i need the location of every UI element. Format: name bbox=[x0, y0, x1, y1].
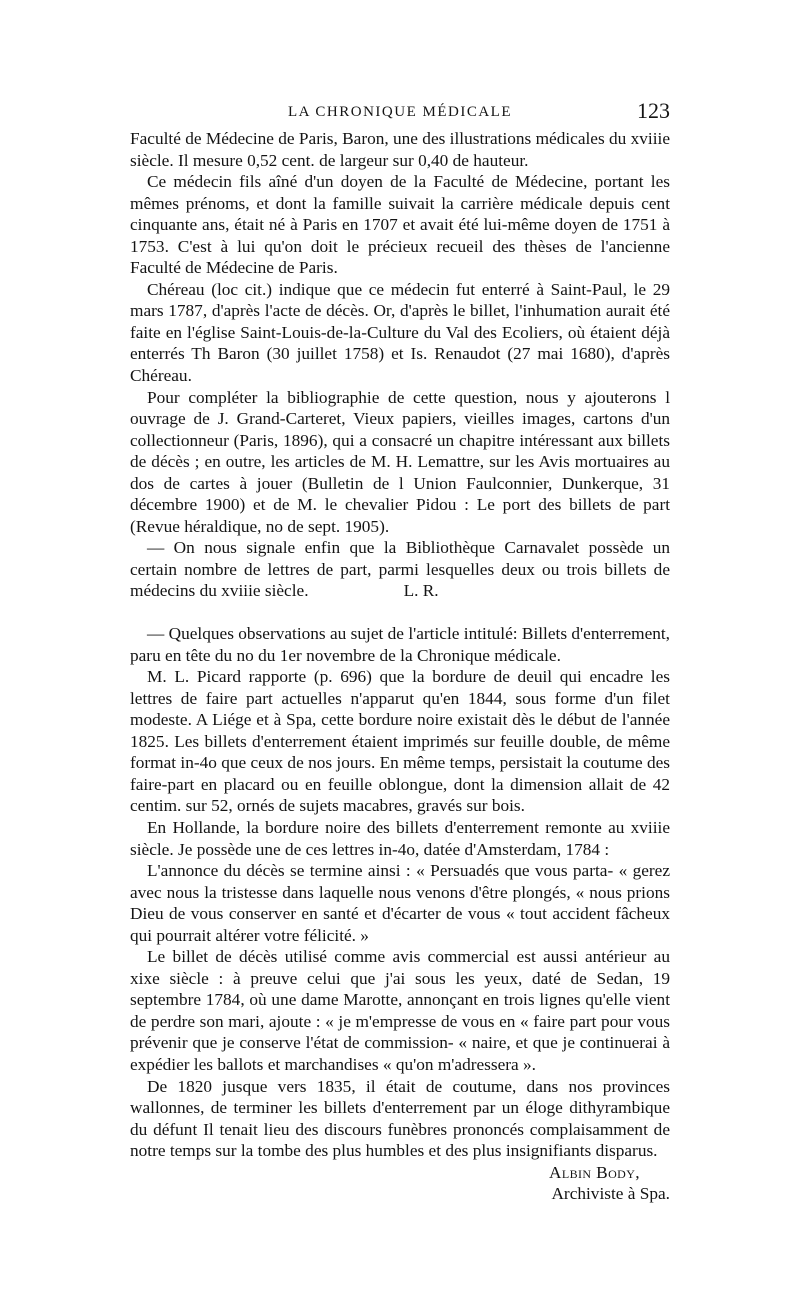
paragraph: Faculté de Médecine de Paris, Baron, une des illustrations médicales du xviiie siècle. Il mesure 0,52 cent. de largeur sur 0,40 de hauteur. bbox=[130, 129, 670, 170]
paragraph-text: — On nous signale enfin que la Bibliothèque Carnavalet possède un certain nombre de lettres de part, parmi lesquelles deux ou trois billets de médecins du xviiie siècle. bbox=[130, 538, 670, 601]
author-initials: L. R. bbox=[403, 581, 439, 601]
paragraph-with-initials bbox=[130, 537, 670, 602]
paragraph: En Hollande, la bordure noire des billets d'enterrement remonte au xviiie siècle. Je possède une de ces lettres in-4o, datée d'Amsterdam, 1784 : bbox=[130, 817, 670, 859]
signature-role: Archiviste à Spa. bbox=[551, 1184, 670, 1204]
paragraph: Ce médecin fils aîné d'un doyen de la Faculté de Médecine, portant les mêmes prénoms, et dont la famille suivait la carrière médicale depuis cent cinquante ans, était né à Paris en 1707 et avait été lui-même doyen de 1751 à 1753. C'est à lui qu'on doit le précieux recueil des thèses de l'ancienne Faculté de Médecine de Paris. bbox=[130, 172, 670, 278]
paragraph: L'annonce du décès se termine ainsi : « Persuadés que vous parta- « gerez avec nous la tristesse dans laquelle nous venons d'être plongés, « nous prions Dieu de vous conserver en santé et d'écarter de vous « tout accident fâcheux qui pourrait altérer votre félicité. » bbox=[130, 861, 670, 945]
paragraph: — Quelques observations au sujet de l'article intitulé: Billets d'enterrement, paru en tête du no du 1er novembre de la Chronique médicale. bbox=[130, 624, 670, 665]
signature-line bbox=[130, 1162, 670, 1184]
page-number: 123 bbox=[637, 98, 670, 123]
running-head bbox=[130, 98, 670, 123]
body-text bbox=[130, 128, 670, 1205]
paragraph: M. L. Picard rapporte (p. 696) que la bordure de deuil qui encadre les lettres de faire part actuelles n'apparut qu'en 1844, sous forme d'un filet modeste. A Liége et à Spa, cette bordure noire existait dès le début de l'année 1825. Les billets d'enterrement étaient imprimés sur feuille double, de même format in-4o que ceux de nos jours. En même temps, persistait la coutume des faire-part en placard ou en feuille oblongue, dont la dimension allait de 42 centim. sur 52, ornés de sujets macabres, gravés sur bois. bbox=[130, 667, 670, 816]
paragraph: Chéreau (loc cit.) indique que ce médecin fut enterré à Saint-Paul, le 29 mars 1787, d'après l'acte de décès. Or, d'après le billet, l'inhumation aurait été faite en l'église Saint-Louis-de-la-Culture du Val des Ecoliers, où étaient déjà enterrés Th Baron (30 juillet 1758) et Is. Renaudot (27 mai 1680), d'après Chéreau. bbox=[130, 279, 670, 386]
signature-name: Albin Body, bbox=[548, 1162, 640, 1182]
paragraph: De 1820 jusque vers 1835, il était de coutume, dans nos provinces wallonnes, de terminer les billets d'enterrement par un éloge dithyrambique du défunt Il tenait lieu des discours funèbres prononcés complaisamment de notre temps sur la tombe des plus humbles et des plus insignifiants disparus. bbox=[130, 1076, 670, 1161]
paragraph: Pour compléter la bibliographie de cette question, nous y ajouterons l ouvrage de J. Grand-Carteret, Vieux papiers, vieilles images, cartons d'un collectionneur (Paris, 1896), qui a consacré un chapitre intéressant aux billets de décès ; en outre, les articles de M. H. Lemattre, sur les Avis mortuaires au dos de cartes à jouer (Bulletin de l Union Faulconnier, Dunkerque, 31 décembre 1900) et de M. le chevalier Pidou : Le port des billets de part (Revue héraldique, no de sept. 1905). bbox=[130, 387, 670, 536]
section-separator bbox=[130, 602, 670, 623]
paragraph: Le billet de décès utilisé comme avis commercial est aussi antérieur au xixe siècle : à preuve celui que j'ai sous les yeux, daté de Sedan, 19 septembre 1784, où une dame Marotte, annonçant en trois lignes qu'elle vient de perdre son mari, ajoute : « je m'empresse de vous en « faire part pour vous prévenir que je conserve l'état de commission- « naire, et que je continuerai à expédier les ballots et marchandises « qu'on m'adressera ». bbox=[130, 947, 670, 1074]
running-title: LA CHRONIQUE MÉDICALE bbox=[288, 104, 512, 120]
